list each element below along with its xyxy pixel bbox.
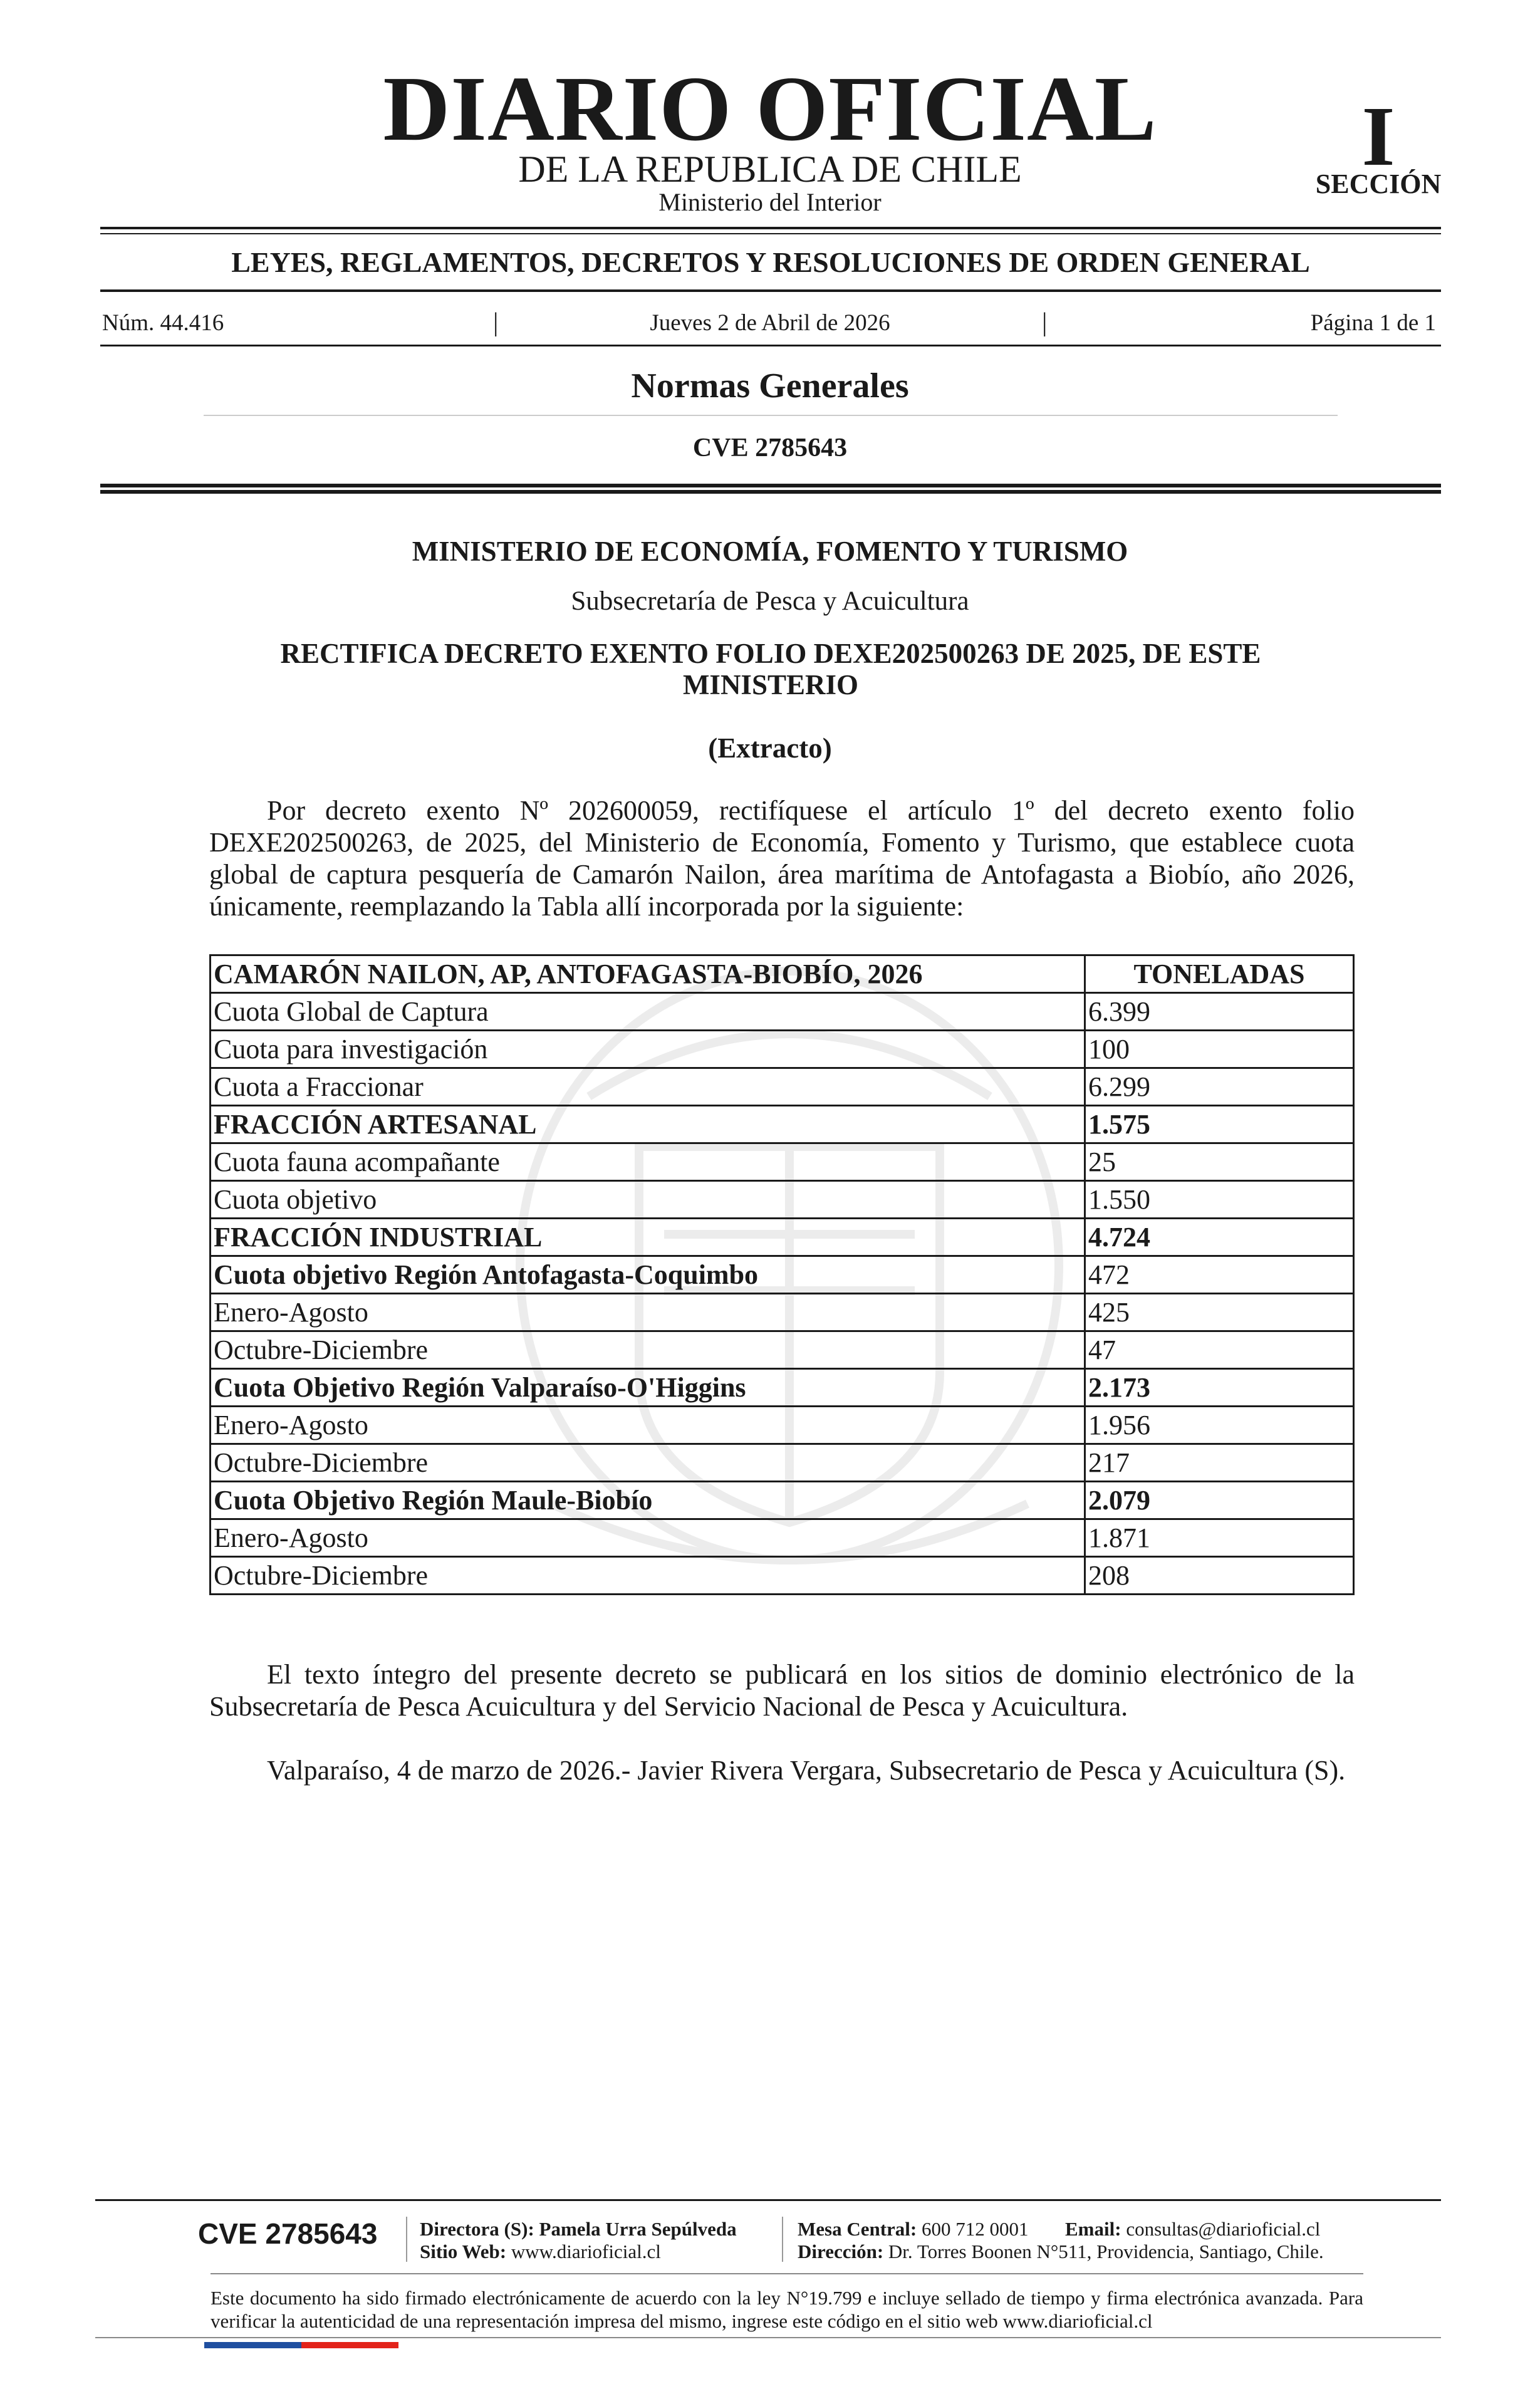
email-link[interactable]: consultas@diarioficial.cl: [1126, 2218, 1321, 2240]
table-cell-name: FRACCIÓN INDUSTRIAL: [211, 1219, 1085, 1256]
table-row: [211, 1331, 1354, 1369]
masthead-rule-top: [100, 227, 1441, 229]
table-row: [211, 1219, 1354, 1256]
table-row: [211, 993, 1354, 1031]
table-row: [211, 1106, 1354, 1143]
table-cell-name: Cuota Objetivo Región Maule-Biobío: [211, 1482, 1085, 1519]
footer-cve-code: CVE 2785643: [198, 2217, 378, 2250]
table-cell-name: Octubre-Diciembre: [211, 1331, 1085, 1369]
issue-rule: [100, 345, 1441, 346]
table-row: [211, 1369, 1354, 1407]
table-header-value: TONELADAS: [1085, 955, 1354, 993]
table-cell-value: 100: [1085, 1031, 1354, 1068]
flag-stripe-red: [301, 2342, 398, 2348]
table-header-name: CAMARÓN NAILON, AP, ANTOFAGASTA-BIOBÍO, 2026: [211, 955, 1085, 993]
table-cell-name: Cuota fauna acompañante: [211, 1143, 1085, 1181]
newspaper-title: DIARIO OFICIAL: [383, 58, 1157, 160]
closing-paragraph: El texto íntegro del presente decreto se publicará en los sitios de dominio electrónico de la Subsecretaría de Pesca Acuicultura y del Servicio Nacional de Pesca y Acuicultura.: [209, 1659, 1355, 1722]
masthead-rule-top-thin: [100, 233, 1441, 234]
website-link[interactable]: www.diarioficial.cl: [511, 2241, 661, 2262]
table-row: [211, 1407, 1354, 1444]
banner-heading: LEYES, REGLAMENTOS, DECRETOS Y RESOLUCIONES DE ORDEN GENERAL: [231, 246, 1310, 278]
section-title-rule: [204, 415, 1338, 416]
table-cell-value: 208: [1085, 1557, 1354, 1595]
table-cell-name: Octubre-Diciembre: [211, 1557, 1085, 1595]
quota-table: [209, 954, 1355, 1595]
footer-phone: Mesa Central: 600 712 0001: [798, 2218, 1029, 2240]
decree-title: RECTIFICA DECRETO EXENTO FOLIO DEXE202500263 DE 2025, DE ESTE MINISTERIO: [280, 638, 1261, 700]
document-ministry: MINISTERIO DE ECONOMÍA, FOMENTO Y TURISMO: [412, 536, 1128, 567]
table-cell-value: 2.079: [1085, 1482, 1354, 1519]
table-cell-value: 1.956: [1085, 1407, 1354, 1444]
banner-rule: [100, 289, 1441, 292]
table-row: [211, 1519, 1354, 1557]
section-label: SECCIÓN: [1315, 169, 1442, 199]
table-row: [211, 1557, 1354, 1595]
table-cell-value: 25: [1085, 1143, 1354, 1181]
footer-address: Dirección: Dr. Torres Boonen N°511, Providencia, Santiago, Chile.: [798, 2241, 1324, 2262]
table-cell-name: Cuota Global de Captura: [211, 993, 1085, 1031]
table-cell-name: Cuota Objetivo Región Valparaíso-O'Higgins: [211, 1369, 1085, 1407]
table-cell-name: Enero-Agosto: [211, 1294, 1085, 1331]
flag-stripe-blue: [204, 2342, 301, 2348]
footer-rule-mid: [211, 2273, 1363, 2274]
footer-rule-top: [95, 2199, 1441, 2201]
table-row: [211, 1256, 1354, 1294]
issue-date: Jueves 2 de Abril de 2026: [650, 310, 890, 336]
issue-separator: |: [1042, 308, 1048, 337]
table-cell-value: 6.399: [1085, 993, 1354, 1031]
table-cell-name: Cuota a Fraccionar: [211, 1068, 1085, 1106]
table-cell-value: 217: [1085, 1444, 1354, 1482]
footer-email: Email: consultas@diarioficial.cl: [1065, 2218, 1321, 2240]
table-cell-value: 6.299: [1085, 1068, 1354, 1106]
footer-divider: [406, 2217, 407, 2262]
section-title: Normas Generales: [631, 367, 909, 405]
table-cell-value: 1.871: [1085, 1519, 1354, 1557]
footer-divider: [782, 2217, 783, 2262]
table-row: [211, 1031, 1354, 1068]
cve-code: CVE 2785643: [692, 434, 848, 462]
footer-rule-bottom: [95, 2337, 1441, 2338]
footer-website: Sitio Web: www.diarioficial.cl: [420, 2241, 661, 2262]
table-cell-value: 1.575: [1085, 1106, 1354, 1143]
signature-paragraph: Valparaíso, 4 de marzo de 2026.- Javier Rivera Vergara, Subsecretario de Pesca y Acuicultura (S).: [267, 1755, 1346, 1786]
table-row: [211, 1294, 1354, 1331]
table-row: [211, 1068, 1354, 1106]
table-header-row: [211, 955, 1354, 993]
newspaper-subtitle: DE LA REPUBLICA DE CHILE: [518, 148, 1022, 190]
newspaper-ministry: Ministerio del Interior: [658, 188, 882, 216]
table-row: [211, 1482, 1354, 1519]
issue-separator: |: [493, 308, 499, 337]
table-body: [211, 993, 1354, 1595]
table-cell-name: Enero-Agosto: [211, 1407, 1085, 1444]
table-cell-value: 425: [1085, 1294, 1354, 1331]
footer-director: Directora (S): Pamela Urra Sepúlveda: [420, 2218, 737, 2240]
intro-paragraph: Por decreto exento Nº 202600059, rectifíquese el artículo 1º del decreto exento folio DEXE202500263, de 2025, del Ministerio de Economía, Fomento y Turismo, que establece cuota global de captura pesquería de Camarón Nailon, área marítima de Antofagasta a Biobío, año 2026, únicamente, reemplazando la Tabla allí incorporada por la siguiente:: [209, 795, 1355, 922]
table-row: [211, 1143, 1354, 1181]
table-cell-value: 2.173: [1085, 1369, 1354, 1407]
section-number: I: [1361, 90, 1395, 184]
table-cell-name: Cuota objetivo: [211, 1181, 1085, 1219]
heavy-rule: [100, 490, 1441, 494]
heavy-rule: [100, 484, 1441, 487]
table-row: [211, 1444, 1354, 1482]
table-cell-name: Octubre-Diciembre: [211, 1444, 1085, 1482]
table-row: [211, 1181, 1354, 1219]
table-cell-name: Cuota para investigación: [211, 1031, 1085, 1068]
table-cell-name: Cuota objetivo Región Antofagasta-Coquimbo: [211, 1256, 1085, 1294]
issue-page: Página 1 de 1: [1310, 310, 1436, 336]
table-cell-name: FRACCIÓN ARTESANAL: [211, 1106, 1085, 1143]
document-subsecretariat: Subsecretaría de Pesca y Acuicultura: [571, 586, 969, 616]
footer-legal-note: Este documento ha sido firmado electrónicamente de acuerdo con la ley N°19.799 e incluye sellado de tiempo y firma electrónica avanzada. Para verificar la autenticidad de una representación impresa del mismo, ingrese este código en el sitio web www.diarioficial.cl: [211, 2287, 1363, 2332]
issue-number: Núm. 44.416: [102, 310, 224, 336]
table-cell-value: 4.724: [1085, 1219, 1354, 1256]
table-cell-value: 47: [1085, 1331, 1354, 1369]
extract-label: (Extracto): [708, 732, 832, 764]
table-cell-value: 1.550: [1085, 1181, 1354, 1219]
table-cell-name: Enero-Agosto: [211, 1519, 1085, 1557]
table-cell-value: 472: [1085, 1256, 1354, 1294]
